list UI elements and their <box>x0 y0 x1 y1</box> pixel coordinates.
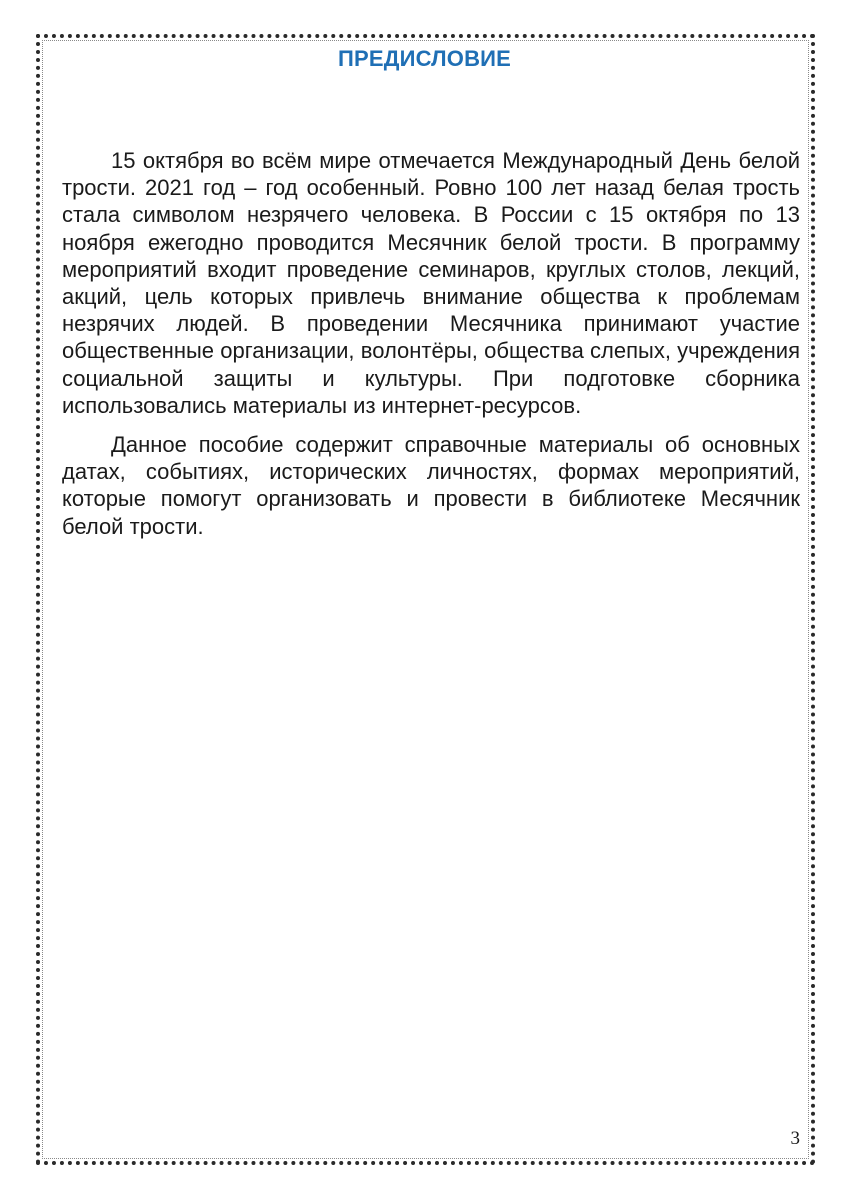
preface-body <box>62 147 800 552</box>
page-number: 3 <box>790 1128 800 1149</box>
paragraph-1: 15 октября во всём мире отмечается Международный День белой трости. 2021 год – год особенный. Ровно 100 лет назад белая трость стала символом незрячего человека. В России с 15 октября по 13 ноября ежегодно проводится Месячник белой трости. В программу мероприятий входит проведение семинаров, круглых столов, лекций, акций, цель которых привлечь внимание общества к проблемам незрячих людей. В проведении Месячника принимают участие общественные организации, волонтёры, общества слепых, учреждения социальной защиты и культуры. При подготовке сборника использовались материалы из интернет-ресурсов. <box>62 148 800 418</box>
paragraph-2: Данное пособие содержит справочные материалы об основных датах, событиях, исторических личностях, формах мероприятий, которые помогут организовать и провести в библиотеке Месячник белой трости. <box>62 432 800 539</box>
page-title: ПРЕДИСЛОВИЕ <box>337 46 512 71</box>
